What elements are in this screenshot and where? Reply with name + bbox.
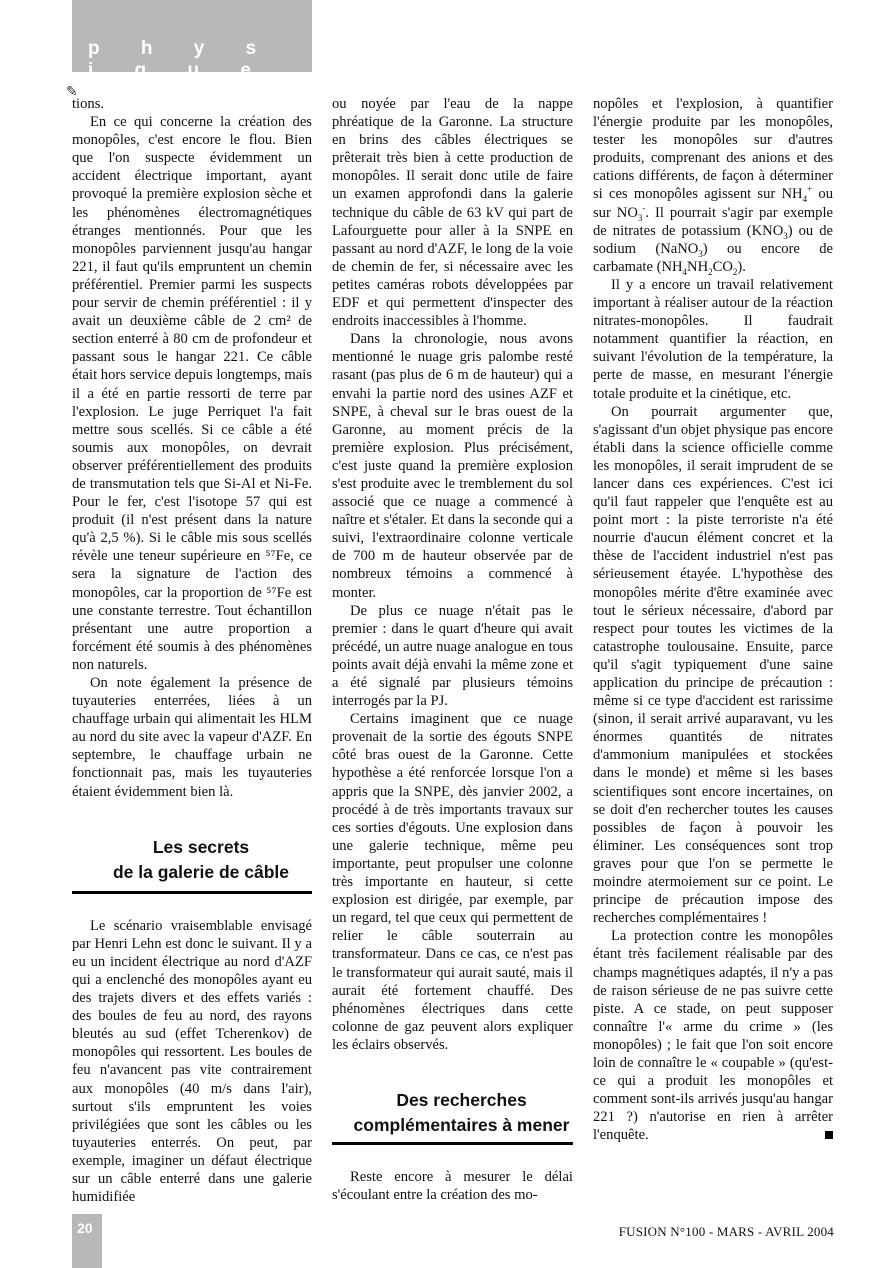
section-heading xyxy=(332,1088,573,1138)
heading-line: de la galerie de câble xyxy=(112,861,290,882)
paragraph: Il y a encore un travail relativement important à réaliser autour de la réaction nitrates-monopôles. Il faudrait notamment quantifier la réaction, en suivant l'évolution de la température, la perte de masse, en mesurant l'énergie totale produite et la cinétique, etc. xyxy=(593,276,833,402)
pencil-continue-icon: ✎ xyxy=(66,85,78,100)
paragraph: En ce qui concerne la création des monopôles, c'est encore le flou. Bien que l'on suspecte évidemment un accident électrique important, ayant provoqué la première explosion sèche et les phénomènes électromagnétiques étranges mentionnés. Pour que les monopôles parviennent jusqu'au hangar 221, il faut qu'ils empruntent un chemin préférentiel. Premier parmi les suspects pour servir de chemin préférentiel : il y avait un deuxième câble de 2 cm² de section enterré à 80 cm de profondeur et passant sous le hangar 221. Ce câble était hors service depuis longtemps, mais il a été en partie ressorti de terre par l'explosion. Le juge Perriquet l'a fait mettre sous scellés. Si ce câble a été soumis aux monopôles, on devrait observer préférentiellement des produits de transmutation tels que Si-Al et Ni-Fe. Pour le fer, c'est l'isotope 57 qui est produit (il n'est présent dans la nature qu'à 2,5 %). Si le câble mis sous scellés révèle une teneur supérieure en ⁵⁷Fe, ce sera la signature de l'action des monopôles, car la proportion de ⁵⁷Fe est une constante terrestre. Tout échantillon présentant une autre proportion a forcément été soumis à des phénomènes non naturels. xyxy=(72,114,312,673)
paragraph: Reste encore à mesurer le délai s'écoulant entre la création des mo- xyxy=(332,1168,573,1204)
paragraph: Le scénario vraisemblable envisagé par Henri Lehn est donc le suivant. Il y a eu un incident électrique au nord d'AZF qui a enclenché des monopôles ayant eu des trajets divers et des effets variés : des boules de feu au nord, des rayons bleutés au sud (effet Tcherenkov) de monopôles qui ressortent. Les boules de feu n'avancent pas vite contrairement aux monopôles (40 m/s dans l'air), surtout s'ils empruntent les voies privilégiées que sont les câbles ou les tuyauteries enterrés. On peut, par exemple, imaginer un défaut électrique sur un câble enterré dans une galerie humidifiée xyxy=(72,917,312,1206)
page-number: 20 xyxy=(77,1220,93,1236)
column-2 xyxy=(332,95,573,1204)
column-1 xyxy=(72,95,312,1206)
heading-line: Des recherches xyxy=(396,1089,527,1110)
heading-line: Les secrets xyxy=(152,836,250,857)
publication-footer: FUSION N°100 - MARS - AVRIL 2004 xyxy=(618,1224,834,1239)
section-tab xyxy=(72,0,312,81)
end-of-article-square-icon xyxy=(825,1131,833,1139)
paragraph: On note également la présence de tuyauteries enterrées, liées à un chauffage urbain qui alimentait les HLM au nord du site avec la vapeur d'AZF. En septembre, le chauffage urbain ne fonctionnait pas, mais les tuyauteries étaient évidemment bien là. xyxy=(72,675,312,800)
paragraph: nopôles et l'explosion, à quantifier l'énergie produite par les monopôles, tester les monopôles sur d'autres produits, comprenant des anions et des cations différents, de façon à déterminer si ces monopôles agissent sur $NH_4^+$ ou sur $NO_3^-$. Il pourrait s'agir par exemple de nitrates de potassium $(KNO_3)$ ou de sodium (NaNO$_3$) ou encore de carbamate $(NH_4NH_2CO_2)$. xyxy=(593,96,833,277)
column-3 xyxy=(593,95,833,1144)
paragraph: ou noyée par l'eau de la nappe phréatique de la Garonne. La structure en brins des câbles électriques se prêterait très bien à cette production de monopôles. Il serait donc utile de faire un examen approfondi dans la galerie technique du câble de 63 kV qui part de Lafourguette pour aller à la SNPE en passant au nord d'AZF, le long de la voie de chemin de fer, si nécessaire avec les petites caméras robots développées par EDF et qui permettent d'inspecter des endroits inaccessibles à l'homme. xyxy=(332,96,573,330)
paragraph: Dans la chronologie, nous avons mentionné le nuage gris palombe resté rasant (pas plus de 6 m de hauteur) qui a envahi la partie nord des usines AZF et SNPE, à cheval sur le bras ouest de la Garonne, au moment précis de la première explosion. Plus précisément, c'est juste quand la première explosion s'est produite avec le tremblement du sol associé que ce nuage a commencé à naître et s'étaler. Et dans la seconde qui a suivi, l'extraordinaire colonne verticale de 700 m de hauteur observée par de nombreux témoins a commencé à monter. xyxy=(332,331,573,601)
heading-line: complémentaires à mener xyxy=(353,1114,570,1135)
paragraph: De plus ce nuage n'était pas le premier : dans le quart d'heure qui avait précédé, un autre nuage analogue en tous points avait déjà envahi la même zone et a été signalé par plusieurs témoins interrogés par la PJ. xyxy=(332,602,573,710)
section-heading xyxy=(72,835,312,885)
paragraph: tions. xyxy=(72,96,105,112)
paragraph: Certains imaginent que ce nuage provenait de la sortie des égouts SNPE côté bras ouest de la Garonne. Cette hypothèse a été renforcée lorsque l'on a appris que la SNPE, dès janvier 2002, a procédé à de très importants travaux sur ces sorties d'égouts. Une explosion dans une galerie technique, même peu importante, peut propulser une colonne très importante en hauteur, si cette explosion est dirigée, par exemple, par un regard, tel que ceux qui permettent de relier le câble souterrain au transformateur. Dans ce cas, ce n'est pas le transformateur qui aurait sauté, mais il aurait été fortement chauffé. Des phénomènes électriques dans cette colonne de gaz peuvent alors expliquer les éclairs observés. xyxy=(332,711,573,1053)
paragraph: On pourrait argumenter que, s'agissant d'un objet physique pas encore établi dans la science officielle comme les monopôles, il serait imprudent de se lancer dans ces expériences. C'est ici qu'il faut rappeler que l'enquête est au point mort : la piste terroriste n'a été nourrie d'aucun élément concret et la thèse de l'accident industriel n'est pas sérieusement étayée. L'hypothèse des monopôles mérite d'être examinée avec tout le sérieux nécessaire, d'abord par respect pour toutes les victimes de la catastrophe toulousaine. Ensuite, parce qu'il s'agit typiquement d'une saine application du principe de précaution : même si ce type d'accident est rarissime (sinon, il serait arrivé auparavant, vu les énormes quantités de nitrates d'ammonium manipulées et stockées dans le monde) et même si les bases scientifiques sont encore incertaines, on se doit d'en rechercher toutes les causes possibles de façon à pouvoir les éliminer. Les conséquences sont trop graves pour que l'on se permette le moindre atermoiement sur ce point. Le principe de précaution impose des recherches complémentaires ! xyxy=(593,403,833,927)
paragraph: La protection contre les monopôles étant très facilement réalisable par des champs magnétiques adaptés, il n'y a pas de raison sérieuse de ne pas suivre cette piste. A ce stade, on peut supposer connaître l'« arme du crime » (les monopôles) ; le fait que l'on soit encore loin de connaître le « coupable » (qu'est-ce qui a produit les monopôles et comment sont-ils arrivés jusqu'au hangar 221 ?) n'autorise en rien à arrêter l'enquête. xyxy=(593,928,833,1144)
page-number-box xyxy=(72,1214,102,1268)
section-label: p h y s i q u e xyxy=(88,38,275,81)
